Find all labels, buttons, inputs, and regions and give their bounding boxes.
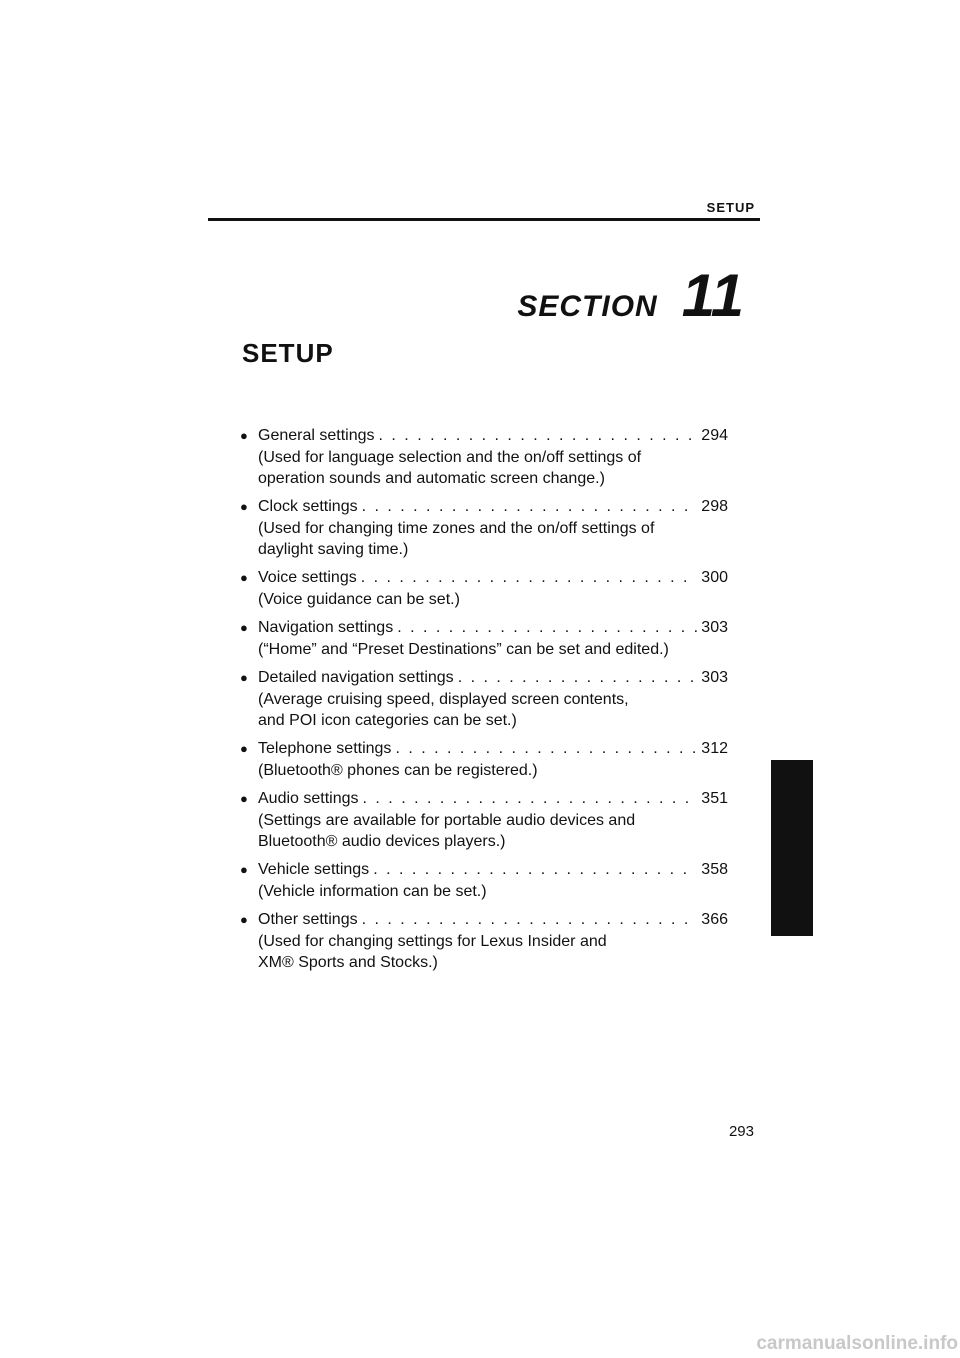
page-number: 293	[728, 1123, 754, 1140]
toc-entry	[240, 566, 728, 610]
running-head: SETUP	[706, 200, 755, 215]
table-of-contents	[240, 424, 728, 979]
toc-entry-page: 294	[701, 427, 728, 444]
toc-entry-label: Vehicle settings	[258, 861, 370, 878]
dot-leader	[363, 787, 698, 810]
section-word: SECTION	[517, 290, 658, 323]
bullet-icon: ●	[240, 620, 248, 635]
toc-entry-line	[240, 858, 728, 881]
toc-entry-description-line: (Settings are available for portable audio devices and	[258, 812, 636, 829]
toc-entry-description	[258, 760, 728, 781]
page-title: SETUP	[242, 338, 334, 368]
toc-entry-label: Detailed navigation settings	[258, 669, 454, 686]
toc-entry-line	[240, 495, 728, 518]
dot-leader	[373, 858, 697, 881]
section-thumb-tab	[771, 760, 813, 936]
toc-entry-description-line: (Used for language selection and the on/off settings of	[258, 449, 642, 466]
toc-entry-description-line: (Average cruising speed, displayed screen contents,	[258, 691, 629, 708]
toc-entry-line	[240, 737, 728, 760]
toc-entry-label: Clock settings	[258, 498, 358, 515]
toc-entry-page: 298	[701, 498, 728, 515]
toc-entry	[240, 495, 728, 560]
toc-entry	[240, 666, 728, 731]
toc-entry-page: 312	[701, 740, 728, 757]
toc-entry-description	[258, 518, 728, 560]
toc-entry	[240, 616, 728, 660]
toc-entry	[240, 858, 728, 902]
toc-entry-label: Navigation settings	[258, 619, 394, 636]
toc-entry-description-line: (Voice guidance can be set.)	[258, 591, 460, 608]
toc-entry-description	[258, 881, 728, 902]
toc-entry-description-line: (“Home” and “Preset Destinations” can be set and edited.)	[258, 641, 669, 658]
toc-entry-description-line: operation sounds and automatic screen change.)	[258, 470, 605, 487]
watermark: carmanualsonline.info	[756, 1333, 958, 1354]
toc-entry-line	[240, 787, 728, 810]
section-mark	[517, 262, 744, 329]
bullet-icon: ●	[240, 499, 248, 514]
bullet-icon: ●	[240, 791, 248, 806]
bullet-icon: ●	[240, 862, 248, 877]
toc-entry-description	[258, 639, 728, 660]
dot-leader	[379, 424, 698, 447]
toc-entry-description	[258, 447, 728, 489]
toc-entry-description-line: and POI icon categories can be set.)	[258, 712, 517, 729]
toc-entry	[240, 908, 728, 973]
toc-entry-description-line: (Bluetooth® phones can be registered.)	[258, 762, 538, 779]
toc-entry-page: 351	[701, 790, 728, 807]
toc-entry-description-line: (Vehicle information can be set.)	[258, 883, 487, 900]
dot-leader	[397, 616, 697, 639]
toc-entry-label: General settings	[258, 427, 375, 444]
toc-entry-line	[240, 616, 728, 639]
toc-entry-description	[258, 810, 728, 852]
toc-entry-label: Audio settings	[258, 790, 359, 807]
toc-entry-page: 303	[701, 619, 728, 636]
toc-entry-page: 358	[701, 861, 728, 878]
toc-entry-page: 366	[701, 911, 728, 928]
bullet-icon: ●	[240, 570, 248, 585]
toc-entry-description-line: XM® Sports and Stocks.)	[258, 954, 438, 971]
toc-entry-page: 303	[701, 669, 728, 686]
toc-entry-label: Voice settings	[258, 569, 357, 586]
toc-entry-description	[258, 931, 728, 973]
toc-entry-description-line: Bluetooth® audio devices players.)	[258, 833, 506, 850]
toc-entry	[240, 787, 728, 852]
toc-entry-line	[240, 908, 728, 931]
toc-entry-page: 300	[701, 569, 728, 586]
toc-entry-line	[240, 666, 728, 689]
dot-leader	[362, 908, 698, 931]
bullet-icon: ●	[240, 670, 248, 685]
toc-entry	[240, 737, 728, 781]
bullet-icon: ●	[240, 428, 248, 443]
toc-entry-description	[258, 689, 728, 731]
header-rule	[208, 218, 760, 221]
toc-entry-description-line: (Used for changing time zones and the on/off settings of	[258, 520, 655, 537]
section-number: 11	[681, 262, 744, 329]
toc-entry-line	[240, 424, 728, 447]
toc-entry	[240, 424, 728, 489]
toc-entry-description-line: (Used for changing settings for Lexus Insider and	[258, 933, 607, 950]
toc-entry-description-line: daylight saving time.)	[258, 541, 409, 558]
toc-entry-description	[258, 589, 728, 610]
dot-leader	[458, 666, 698, 689]
bullet-icon: ●	[240, 912, 248, 927]
toc-entry-line	[240, 566, 728, 589]
dot-leader	[361, 566, 698, 589]
toc-entry-label: Telephone settings	[258, 740, 392, 757]
dot-leader	[395, 737, 697, 760]
dot-leader	[362, 495, 698, 518]
bullet-icon: ●	[240, 741, 248, 756]
toc-entry-label: Other settings	[258, 911, 358, 928]
